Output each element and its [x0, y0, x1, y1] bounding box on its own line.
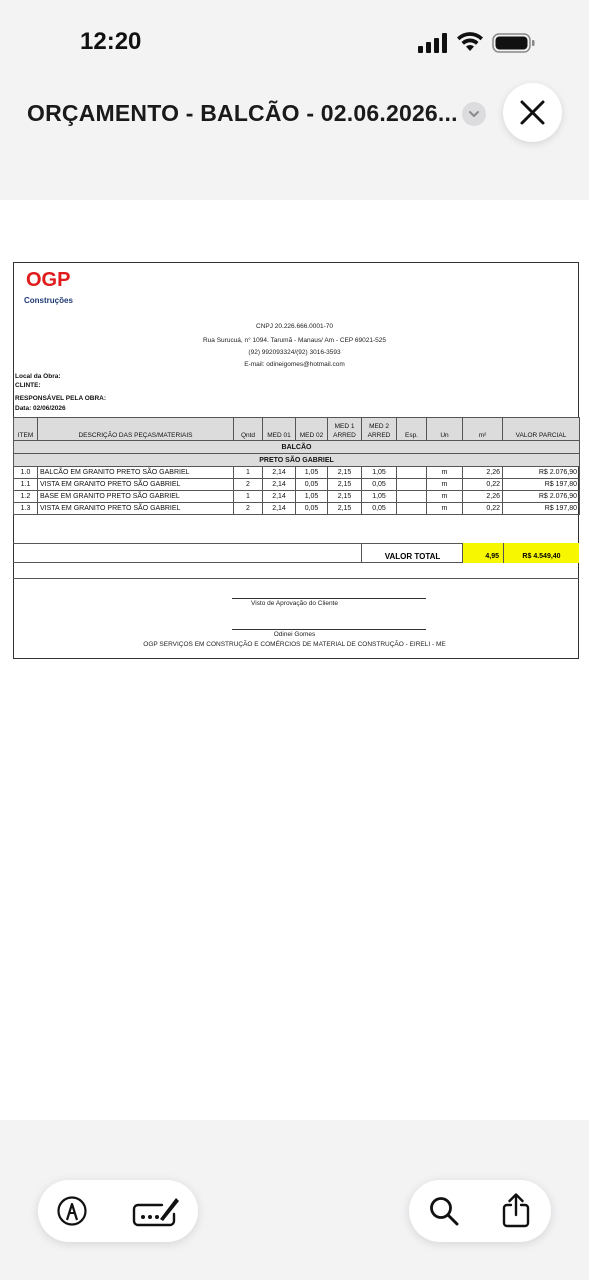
approval-signature-line	[232, 598, 426, 599]
address-text: Rua Surucuá, n° 1094. Tarumã - Manaus/ Am - CEP 69021-525	[202, 337, 387, 344]
approval-text: Visto de Aprovação do Cliente	[251, 600, 338, 607]
cell-med2: 0,05	[296, 479, 328, 491]
chevron-down-icon	[462, 102, 486, 126]
col-header: DESCRIÇÃO DAS PEÇAS/MATERIAIS	[38, 418, 234, 441]
phone-text: (92) 992093324/(92) 3016-3593	[248, 349, 341, 356]
status-bar	[0, 0, 589, 80]
cell-arred2: 0,05	[362, 479, 397, 491]
table-row	[14, 479, 580, 491]
markup-icon[interactable]	[56, 1195, 88, 1227]
section-row	[14, 454, 580, 467]
cell-med1: 2,14	[263, 467, 296, 479]
cell-arred1: 2,15	[328, 467, 362, 479]
cell-value: R$ 197,80	[503, 479, 580, 491]
cell-value: R$ 197,80	[503, 503, 580, 515]
search-icon[interactable]	[428, 1195, 460, 1227]
col-header: Qntd	[234, 418, 263, 441]
section-row	[14, 441, 580, 454]
col-header: VALOR PARCIAL	[503, 418, 580, 441]
total-value: R$ 4.549,40	[503, 543, 579, 563]
cell-item: 1.0	[14, 467, 38, 479]
cell-med1: 2,14	[263, 491, 296, 503]
cell-un: m	[427, 503, 463, 515]
cell-arred2: 1,05	[362, 491, 397, 503]
cell-qtd: 1	[234, 467, 263, 479]
col-header: MED 2 ARRED	[362, 418, 397, 441]
cell-arred1: 2,15	[328, 479, 362, 491]
table-row	[14, 491, 580, 503]
company-name: OGP SERVIÇOS EM CONSTRUÇÃO E COMÉRCIOS DE MATERIAL DE CONSTRUÇÃO - EIRELI - ME	[143, 641, 446, 648]
cell-med2: 0,05	[296, 503, 328, 515]
cell-med2: 1,05	[296, 467, 328, 479]
edit-toolbar	[38, 1180, 198, 1242]
close-icon	[503, 83, 562, 142]
cell-desc: VISTA EM GRANITO PRETO SÃO GABRIEL	[38, 479, 234, 491]
date-label: Data: 02/06/2026	[15, 405, 66, 412]
quote-table	[13, 417, 580, 515]
col-header: ITEM	[14, 418, 38, 441]
cell-m2: 2,26	[463, 467, 503, 479]
share-icon[interactable]	[501, 1192, 531, 1228]
cell-qtd: 1	[234, 491, 263, 503]
responsible-label: RESPONSÁVEL PELA OBRA:	[15, 395, 107, 402]
cell-m2: 2,26	[463, 491, 503, 503]
cell-arred2: 1,05	[362, 467, 397, 479]
cell-un: m	[427, 479, 463, 491]
cnpj-text: CNPJ 20.226.666.0001-70	[256, 323, 333, 330]
email-text: E-mail: odineigomes@hotmail.com	[244, 361, 345, 368]
cell-un: m	[427, 491, 463, 503]
cell-arred1: 2,15	[328, 491, 362, 503]
client-label: CLINTE:	[15, 382, 41, 389]
col-header: Esp.	[397, 418, 427, 441]
document-header	[0, 80, 589, 198]
close-button[interactable]	[503, 83, 562, 142]
cell-arred2: 0,05	[362, 503, 397, 515]
cell-esp	[397, 503, 427, 515]
signer-name: Odinei Gomes	[273, 631, 316, 638]
cell-med2: 1,05	[296, 491, 328, 503]
title-menu-button[interactable]	[462, 102, 486, 126]
col-header: Un	[427, 418, 463, 441]
cell-desc: VISTA EM GRANITO PRETO SÃO GABRIEL	[38, 503, 234, 515]
signature-icon[interactable]	[132, 1194, 180, 1228]
section-title: BALCÃO	[14, 441, 580, 454]
local-label: Local da Obra:	[15, 373, 61, 380]
cell-item: 1.2	[14, 491, 38, 503]
cell-med1: 2,14	[263, 479, 296, 491]
cell-med1: 2,14	[263, 503, 296, 515]
cell-esp	[397, 491, 427, 503]
document-title[interactable]: ORÇAMENTO - BALCÃO - 02.06.2026...	[27, 100, 458, 126]
table-row	[14, 467, 580, 479]
total-label: VALOR TOTAL	[361, 543, 463, 563]
actions-toolbar	[409, 1180, 551, 1242]
company-logo-subtitle: Construções	[24, 296, 73, 305]
cellular-signal-icon	[418, 33, 448, 53]
cell-esp	[397, 479, 427, 491]
cell-desc: BASE EM GRANITO PRETO SÃO GABRIEL	[38, 491, 234, 503]
cell-qtd: 2	[234, 479, 263, 491]
col-header: m²	[463, 418, 503, 441]
table-header-row	[14, 418, 580, 441]
divider	[13, 578, 579, 579]
total-m2: 4,95	[462, 543, 503, 563]
status-time: 12:20	[80, 28, 142, 55]
battery-icon	[492, 33, 536, 53]
company-logo: OGP	[26, 269, 71, 291]
signer-signature-line	[232, 629, 426, 630]
cell-item: 1.1	[14, 479, 38, 491]
cell-un: m	[427, 467, 463, 479]
cell-desc: BALCÃO EM GRANITO PRETO SÃO GABRIEL	[38, 467, 234, 479]
cell-value: R$ 2.076,90	[503, 491, 580, 503]
col-header: MED 02	[296, 418, 328, 441]
col-header: MED 01	[263, 418, 296, 441]
table-row	[14, 503, 580, 515]
col-header: MED 1 ARRED	[328, 418, 362, 441]
cell-value: R$ 2.076,90	[503, 467, 580, 479]
section-subtitle: PRETO SÃO GABRIEL	[14, 454, 580, 467]
wifi-icon	[456, 31, 484, 53]
cell-qtd: 2	[234, 503, 263, 515]
cell-item: 1.3	[14, 503, 38, 515]
cell-esp	[397, 467, 427, 479]
cell-m2: 0,22	[463, 479, 503, 491]
cell-m2: 0,22	[463, 503, 503, 515]
cell-arred1: 2,15	[328, 503, 362, 515]
